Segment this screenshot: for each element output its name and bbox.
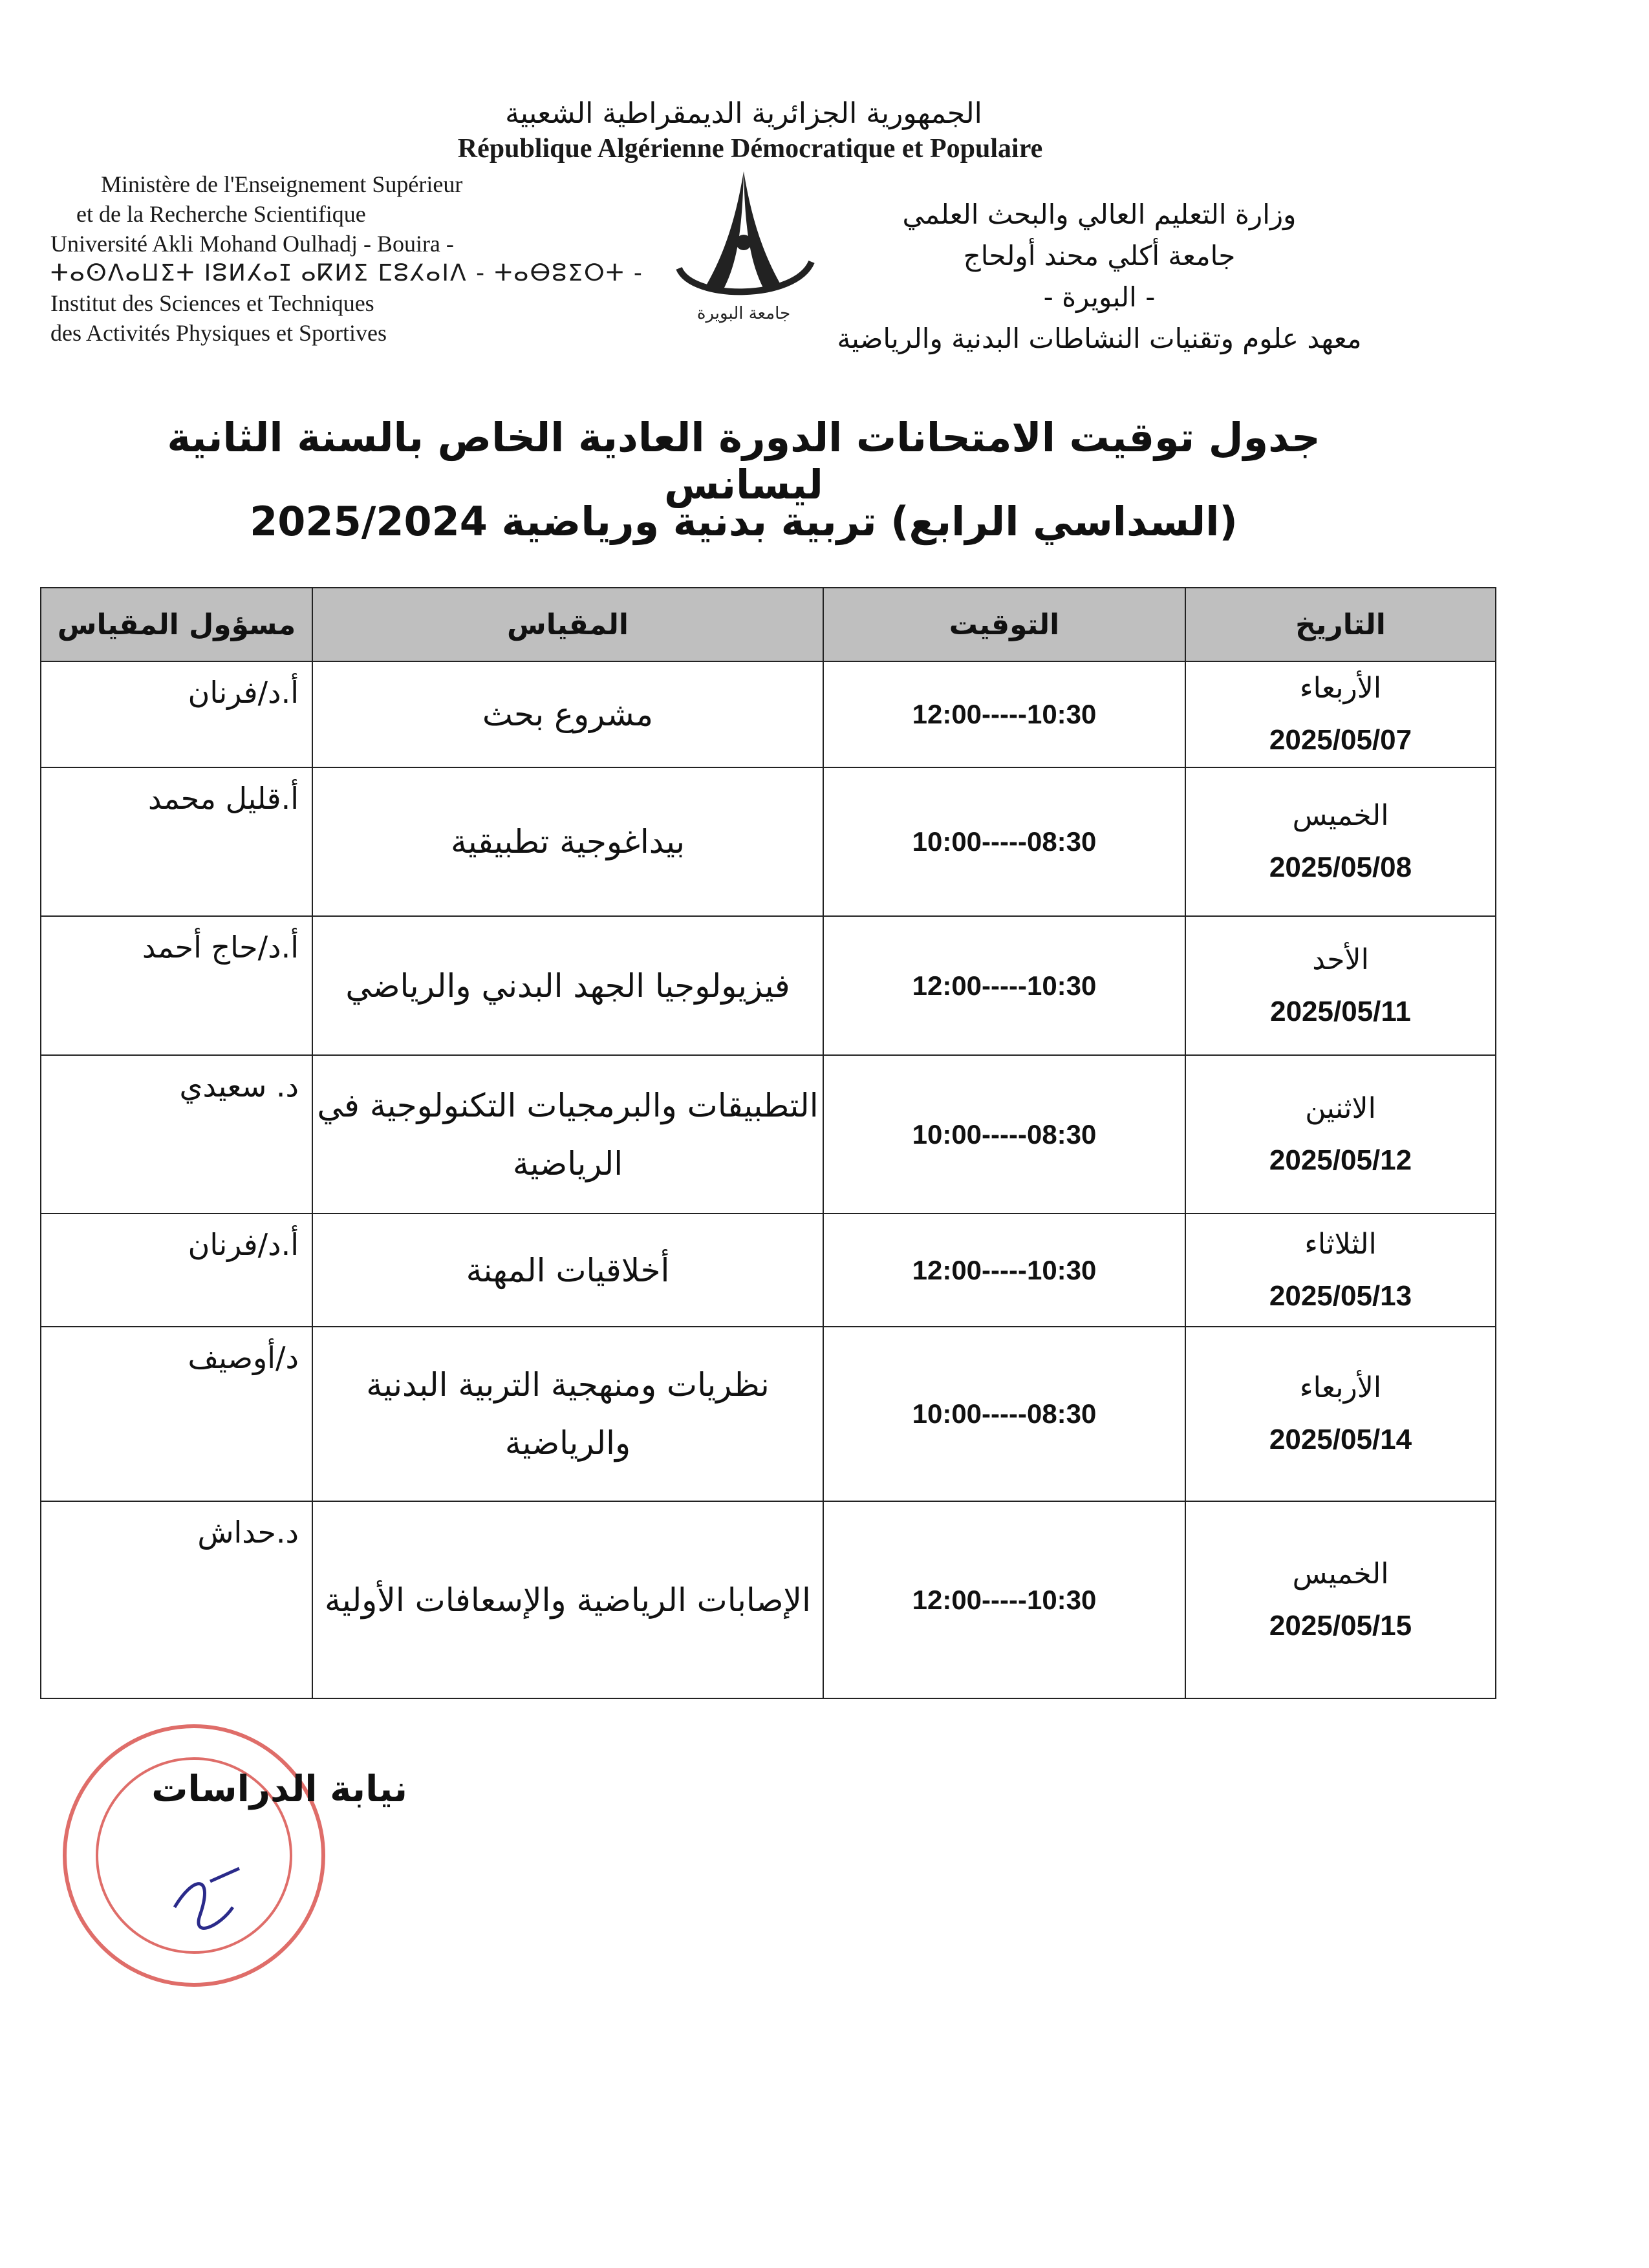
university-ar: جامعة أكلي محند أولحاج — [963, 240, 1236, 272]
header-date: التاريخ — [1185, 588, 1496, 661]
date-cell — [1185, 1214, 1496, 1327]
date-label: 2025/05/15 — [1269, 1609, 1412, 1642]
time-cell: 12:00-----10:30 — [823, 1501, 1185, 1698]
date-label: 2025/05/13 — [1269, 1279, 1412, 1312]
table-row — [41, 1055, 1496, 1214]
ministry-fr-line2: et de la Recherche Scientifique — [76, 201, 366, 227]
institute-ar: معهد علوم وتقنيات النشاطات البدنية والرياضية — [837, 323, 1362, 354]
teacher-cell: د.حداش — [41, 1501, 312, 1698]
day-label: الاثنين — [1305, 1091, 1376, 1125]
university-tifinagh: ⵜⴰⵙⴷⴰⵡⵉⵜ ⵏⵓⵍⵃⴰⵊ ⴰⴽⵍⵉ ⵎⵓⵃⴰⵏⴷ - ⵜⴰⴱⵓⵉⵔⵜ - — [50, 260, 643, 286]
table-row — [41, 767, 1496, 916]
date-cell — [1185, 767, 1496, 916]
table-row — [41, 661, 1496, 767]
institution-block-fr — [50, 169, 643, 348]
signature-label: نيابة الدراسات — [151, 1768, 407, 1810]
time-cell: 12:00-----10:30 — [823, 661, 1185, 767]
table-row — [41, 1327, 1496, 1501]
day-label: الخميس — [1292, 799, 1389, 832]
date-label: 2025/05/14 — [1269, 1424, 1412, 1455]
module-cell: بيداغوجية تطبيقية — [312, 767, 823, 916]
module-cell: نظريات ومنهجية التربية البدنية والرياضية — [312, 1327, 823, 1501]
page-title: جدول توقيت الامتحانات الدورة العادية الخاص بالسنة الثانية ليسانس — [167, 414, 1320, 508]
institute-fr-line2: des Activités Physiques et Sportives — [50, 320, 387, 346]
teacher-cell: أ.د/حاج أحمد — [41, 916, 312, 1055]
city-ar: - البويرة - — [1043, 281, 1156, 313]
official-stamp — [45, 1713, 343, 1998]
date-cell — [1185, 1055, 1496, 1214]
module-cell: التطبيقات والبرمجيات التكنولوجية في الرياضية — [312, 1055, 823, 1214]
date-cell — [1185, 1501, 1496, 1698]
date-cell — [1185, 661, 1496, 767]
date-label: 2025/05/08 — [1269, 851, 1412, 883]
date-label: 2025/05/11 — [1270, 995, 1411, 1027]
header-module: المقياس — [312, 588, 823, 661]
day-label: الأحد — [1312, 943, 1369, 976]
university-fr: Université Akli Mohand Oulhadj - Bouira - — [50, 231, 454, 257]
republic-title-fr: République Algérienne Démocratique et Populaire — [457, 134, 1043, 164]
date-cell — [1185, 916, 1496, 1055]
table-row — [41, 1501, 1496, 1698]
exam-schedule-table — [40, 587, 1496, 1699]
teacher-cell: أ.قليل محمد — [41, 767, 312, 916]
date-cell — [1185, 1327, 1496, 1501]
ministry-fr-line1: Ministère de l'Enseignement Supérieur — [101, 171, 463, 197]
date-label: 2025/05/12 — [1269, 1144, 1412, 1176]
table-header-row — [41, 588, 1496, 661]
teacher-cell: أ.د/فرنان — [41, 661, 312, 767]
university-logo — [666, 165, 821, 326]
teacher-cell: أ.د/فرنان — [41, 1214, 312, 1327]
time-cell: 12:00-----10:30 — [823, 1214, 1185, 1327]
day-label: الثلاثاء — [1304, 1227, 1377, 1261]
day-label: الأربعاء — [1299, 672, 1382, 705]
logo-caption: جامعة البويرة — [696, 304, 791, 323]
time-cell: 12:00-----10:30 — [823, 916, 1185, 1055]
republic-title-ar: الجمهورية الجزائرية الديمقراطية الشعبية — [505, 97, 982, 130]
ministry-ar: وزارة التعليم العالي والبحث العلمي — [902, 198, 1297, 230]
module-cell: أخلاقيات المهنة — [312, 1214, 823, 1327]
teacher-cell: د/أوصيف — [41, 1327, 312, 1501]
time-cell: 10:00-----08:30 — [823, 1327, 1185, 1501]
institution-block-ar — [808, 194, 1390, 359]
module-cell: فيزيولوجيا الجهد البدني والرياضي — [312, 916, 823, 1055]
table-row — [41, 916, 1496, 1055]
header-teacher: مسؤول المقياس — [41, 588, 312, 661]
institute-fr-line1: Institut des Sciences et Techniques — [50, 290, 374, 316]
date-label: 2025/05/07 — [1269, 724, 1412, 756]
day-label: الأربعاء — [1299, 1371, 1382, 1404]
teacher-cell: د. سعيدي — [41, 1055, 312, 1214]
page-subtitle: (السداسي الرابع) تربية بدنية ورياضية 2025/2024 — [250, 498, 1238, 545]
signature-mark — [175, 1868, 239, 1928]
header-time: التوقيت — [823, 588, 1185, 661]
module-cell: مشروع بحث — [312, 661, 823, 767]
day-label: الخميس — [1292, 1557, 1389, 1590]
table-row — [41, 1214, 1496, 1327]
time-cell: 10:00-----08:30 — [823, 767, 1185, 916]
time-cell: 10:00-----08:30 — [823, 1055, 1185, 1214]
module-cell: الإصابات الرياضية والإسعافات الأولية — [312, 1501, 823, 1698]
